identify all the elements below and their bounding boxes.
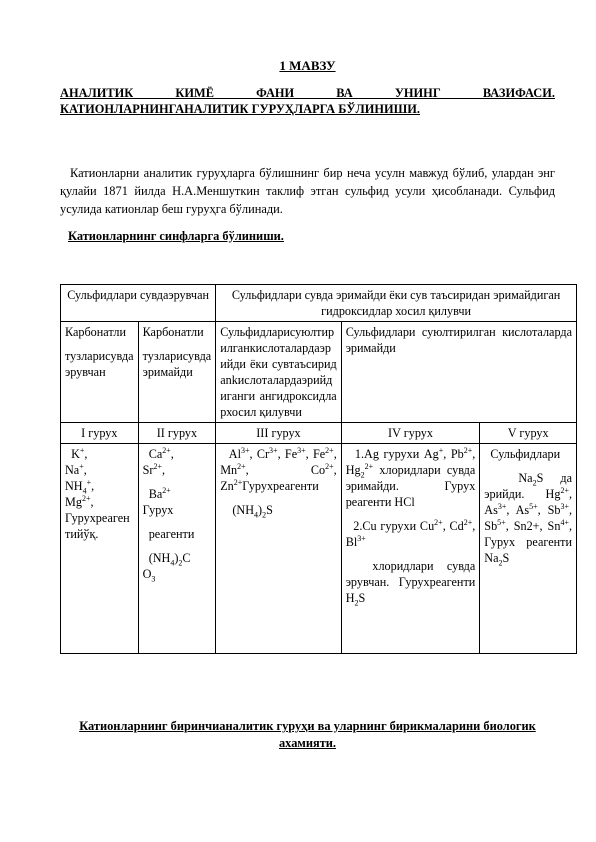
- cell-sulfide-dilute-acid: Сульфидларисуюлтирилганкислоталардаэрийди ёки сувтаъсиридankислоталардаэрийдиганги ангидроксидлархосил қилувчи: [216, 322, 342, 423]
- topic-title: 1 МАВЗУ: [279, 58, 336, 73]
- table-row: [61, 322, 577, 423]
- group-3-cations: $Al^{3+}$, $Cr^{3+}$, $Fe^{3+}$, $Fe^{2+}$, $Mn^{2+}$, $Co^{2+}$, $Zn^{2+}Гурухреагенти$ $(NH_4)_2S$: [216, 444, 342, 654]
- cell-text: тузларисувда эримайди: [142, 349, 212, 379]
- footer-heading: Катионларнинг биринчианалитик гуруҳи ва уларнинг бирикмаларини биологик ахамияти.: [79, 719, 536, 750]
- table-row: [61, 444, 577, 654]
- group-3-header: III гурух: [216, 423, 342, 444]
- group-5-cations: Сульфидлари $Na_2S$ да эрийди. $Hg^{2+}$, $As^{3+}$, $As^{5+}$, $Sb^{3+}$, $Sb^{5+}$, Sn2+, $Sn^{4+}$, Гурух реагенти $Na_2S$: [480, 444, 577, 654]
- group-2-cations: $Ca^{2+}$, $Sr^{2+}$, $Ba^{2+}$ Гурух реагенти $(NH_4)_2C$ $O_3$: [138, 444, 216, 654]
- heading-line-2: КАТИОНЛАРНИНГАНАЛИТИК ГУРУҲЛАРГА БЎЛИНИШИ.: [60, 102, 420, 116]
- cell-text: тузларисувда эрувчан: [65, 349, 134, 379]
- cell-sulfide-insoluble: Сульфидлари суюлтирилган кислоталарда эримайди: [341, 322, 576, 423]
- group-4-header: IV гурух: [341, 423, 480, 444]
- group-1-cations: K+, Na+, $NH_4^+$, $Mg^{2+}$, Гурухреагентийўқ.: [61, 444, 139, 654]
- header-soluble: Сульфидлари сувдаэрувчан: [61, 285, 216, 322]
- cation-classification-table: [60, 284, 577, 654]
- intro-paragraph: Катионларни аналитик гуруҳларга бўлишнинг бир неча усулн мавжуд бўлиб, улардан энг қулайи 1871 йилда Н.А.Меншуткин таклиф этган сульфид усули ҳисобланади. Сульфид усулида катионлар беш гуруҳга бўлинади.: [60, 166, 555, 216]
- cell-text: Карбонатли: [65, 325, 127, 339]
- cell-carbonate-insoluble: [138, 322, 216, 423]
- cell-text: Карбонатли: [142, 325, 204, 339]
- heading-line-1: АНАЛИТИК КИМЁ ФАНИ ВА УНИНГ ВАЗИФАСИ.: [60, 86, 555, 100]
- group-5-header: V гурух: [480, 423, 577, 444]
- cell-carbonate-soluble: [61, 322, 139, 423]
- group-4-cations: 1.Ag гурухи Ag+, $Pb^{2+}$, $Hg_2^{2+}$ хлоридлари сувда эримайди. Гурух реагенти HCl 2.Cu гурухи $Cu^{2+}$, $Cd^{2+}$, $Bl^{3+}$ хлоридлари сувда эрувчан. Гурухреагенти $H_2S$: [341, 444, 480, 654]
- group-1-header: I гурух: [61, 423, 139, 444]
- table-row: [61, 285, 577, 322]
- group-2-header: II гурух: [138, 423, 216, 444]
- header-insoluble: Сульфидлари сувда эримайди ёки сув таъсиридан эримайдиган гидроксидлар хосил қилувчи: [216, 285, 577, 322]
- table-row: [61, 423, 577, 444]
- section-title: Катионларнинг синфларга бўлиниши.: [68, 229, 284, 243]
